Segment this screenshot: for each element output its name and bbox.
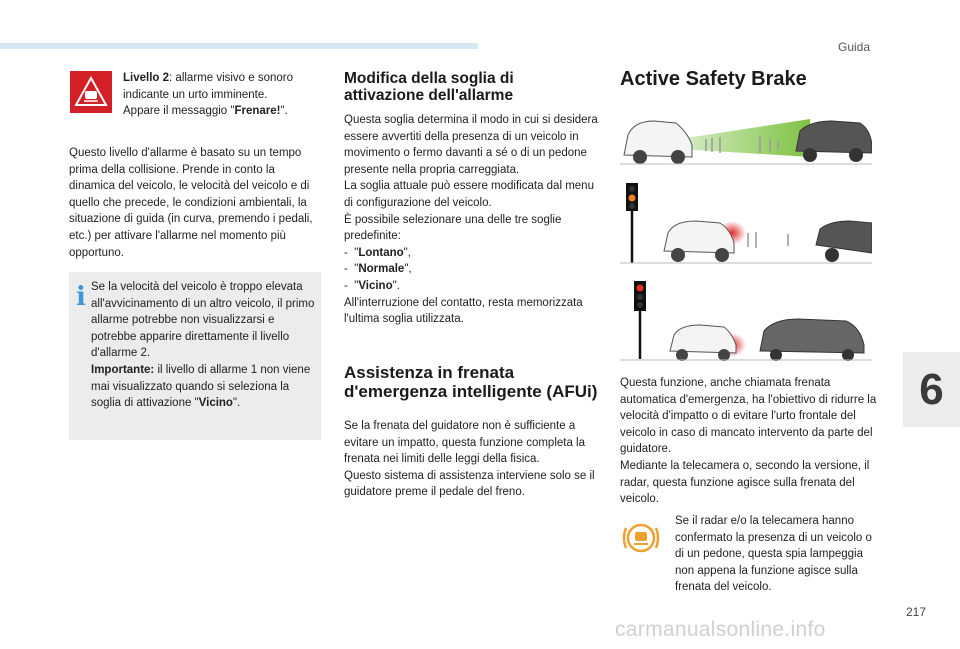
asb-illustration bbox=[620, 113, 872, 361]
asb-description: Questa funzione, anche chiamata frenata automatica d'emergenza, ha l'obiettivo di ridurre la velocità d'impatto o di evitare l'urto frontale del veicolo in caso di mancato intervento da parte del guidatore. Mediante la telecamera o, secondo la versione, il radar, questa funzione agisce sulla frenata del veicolo. bbox=[620, 377, 877, 506]
asb-heading: Active Safety Brake bbox=[620, 68, 807, 90]
section-label: Guida bbox=[838, 40, 871, 54]
page-number: 217 bbox=[906, 605, 927, 619]
collision-alert-icon bbox=[70, 71, 112, 113]
threshold-text: Questa soglia determina il modo in cui si desidera essere avvertiti della presenza di un veicolo in movimento o fermo davanti a sé o di un pedone presente nella propria carreggiata. La soglia attuale può essere modificata dal menu di configurazione del veicolo. È possibile selezionare una delle tre soglie predefinite: - "Lontano", - "Normale", - "Vicino". All'interruzione del contatto, resta memorizzata l'ultima soglia utilizzata. bbox=[344, 114, 598, 326]
asb-warning-note: Se il radar e/o la telecamera hanno confermato la presenza di un veicolo o di un pedone, questa spia lampeggia non appena la funzione agisce sulla frenata del veicolo. bbox=[675, 515, 872, 594]
chapter-tab: 6 bbox=[903, 352, 960, 427]
level2-description: Livello 2: allarme visivo e sonoro indicante un urto imminente. Appare il messaggio "Frenare!". bbox=[123, 72, 294, 118]
info-note-text: Se la velocità del veicolo è troppo elevata all'avvicinamento di un altro veicolo, il primo allarme potrebbe non visualizzarsi e potrebbe apparire direttamente il livello d'allarme 2. Importante: il livello di allarme 1 non viene mai visualizzato quando si seleziona la soglia di attivazione "Vicino". bbox=[91, 281, 315, 410]
header-bar bbox=[0, 43, 478, 49]
level2-explanation: Questo livello d'allarme è basato su un tempo prima della collisione. Prende in conto la dinamica del veicolo, le velocità del veicolo e di quello che precede, le condizioni ambientali, la situazione di guida (in curva, premendo i pedali, etc.) per attivare l'allarme nel momento più opportuno. bbox=[69, 147, 313, 259]
afu-text: Se la frenata del guidatore non è sufficiente a evitare un impatto, questa funzione completa la frenata nei limiti delle leggi della fisica. Questo sistema di assistenza interviene solo se il guidatore preme il pedale del freno. bbox=[344, 420, 595, 499]
info-icon: i bbox=[76, 282, 86, 312]
brake-warning-icon bbox=[621, 518, 661, 558]
watermark: carmanualsonline.info bbox=[615, 618, 826, 641]
afu-heading: Assistenza in frenata d'emergenza intelligente (AFUi) bbox=[344, 363, 598, 401]
threshold-heading: Modifica della soglia di attivazione dell'allarme bbox=[344, 70, 514, 104]
